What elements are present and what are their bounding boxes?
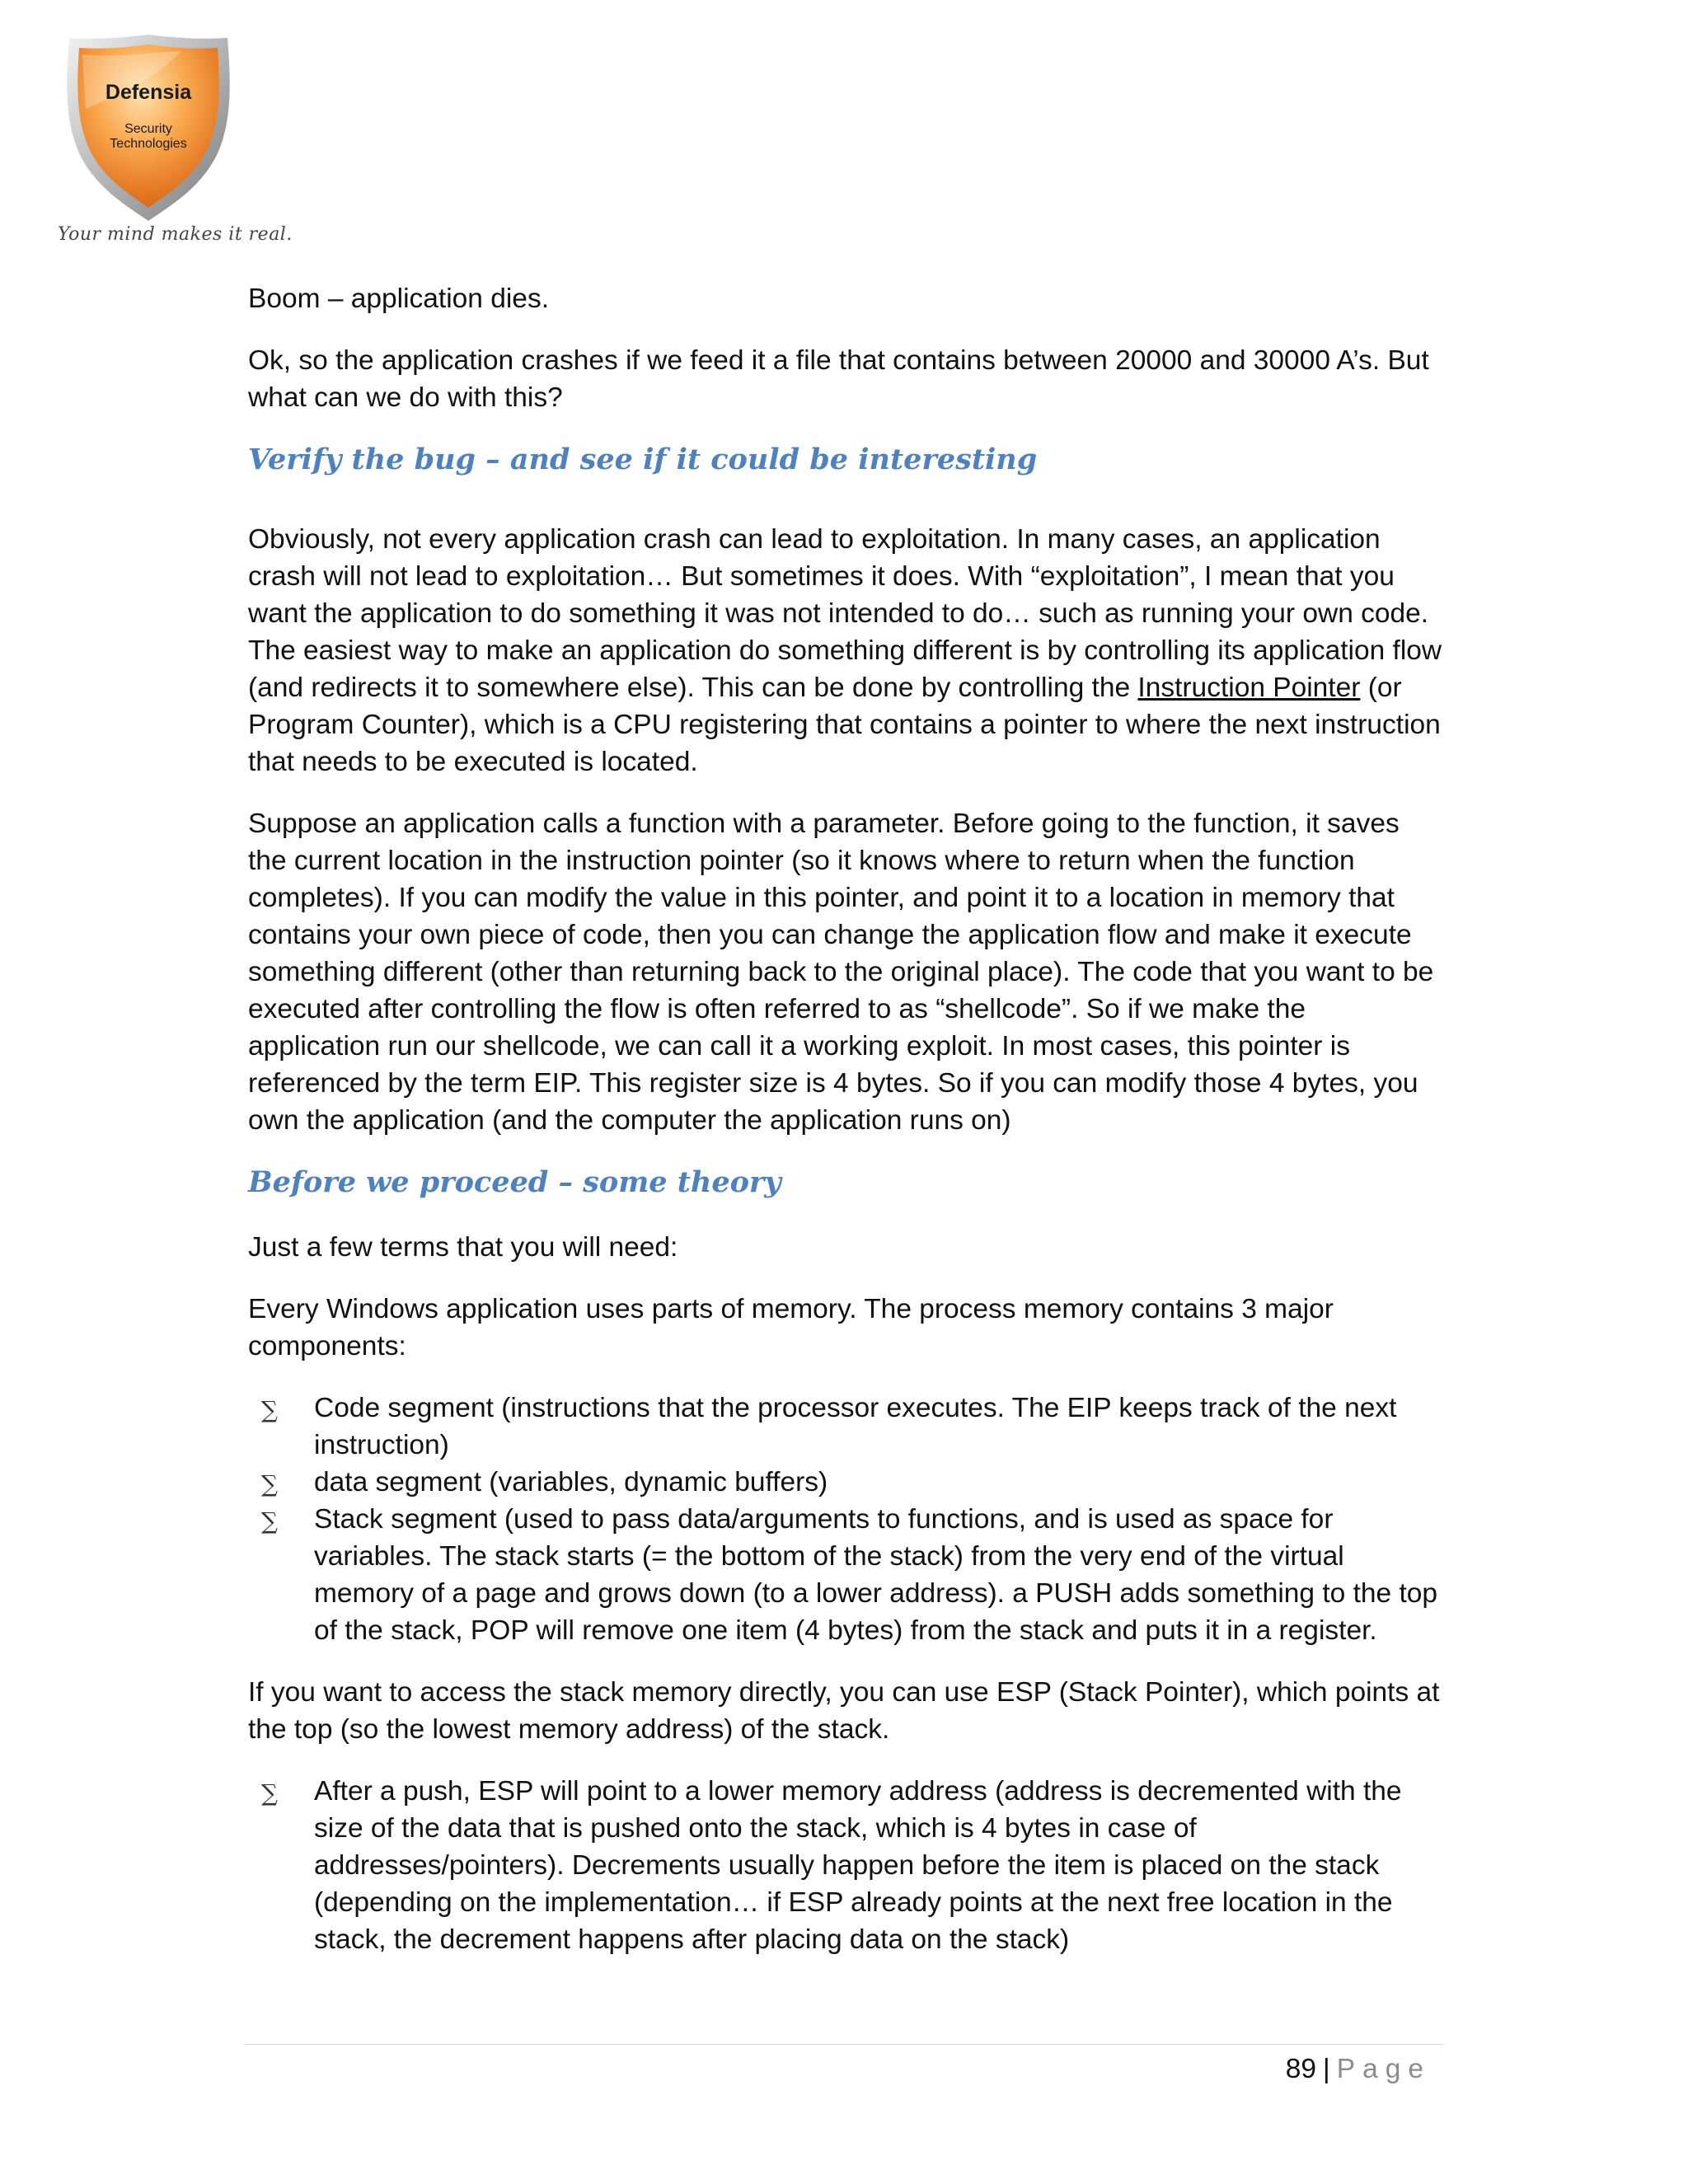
- page-number: [1286, 2050, 1431, 2088]
- list-item: [248, 1390, 1443, 1464]
- paragraph-3-text-b: (or Program Counter), which is a CPU registering that contains a pointer to where the next instruction that needs to be executed is located.: [248, 673, 1441, 777]
- instruction-pointer-link[interactable]: Instruction Pointer: [1137, 673, 1361, 703]
- section-heading-theory: Before we proceed – some theory: [248, 1165, 781, 1199]
- logo-tagline: Your mind makes it real.: [58, 224, 293, 245]
- list-item: [248, 1464, 1443, 1501]
- list-item-text: After a push, ESP will point to a lower memory address (address is decremented with the size of the data that is pushed onto the stack, which is 4 bytes in case of addresses/pointers). Decrements usually happen before the item is placed on the stack (depending on the implementation… if ESP already points at the next free location in the stack, the decrement happens after placing data on the stack): [314, 1776, 1402, 1955]
- paragraph-3-text-a: Obviously, not every application crash can lead to exploitation. In many cases, an application crash will not lead to exploitation… But sometimes it does. With “exploitation”, I mean that you want the application to do something it was not intended to do… such as running your own code. The easiest way to make an application do something different is by controlling its application flow (and redirects it to somewhere else). This can be done by controlling the: [248, 524, 1442, 703]
- paragraph-2: Ok, so the application crashes if we feed it a file that contains between 20000 and 30000 A’s. But what can we do with this?: [248, 345, 1429, 413]
- list-item: [248, 1773, 1443, 1958]
- logo-subtitle: [58, 122, 239, 152]
- page-number-value: 89: [1285, 2054, 1317, 2084]
- paragraph-7: If you want to access the stack memory directly, you can use ESP (Stack Pointer), which points at the top (so the lowest memory address) of the stack.: [248, 1677, 1440, 1745]
- esp-notes-list: [248, 1773, 1443, 1958]
- paragraph-6: Every Windows application uses parts of memory. The process memory contains 3 major components:: [248, 1294, 1334, 1361]
- page-number-separator: |: [1323, 2054, 1330, 2084]
- paragraph-5: Just a few terms that you will need:: [248, 1232, 678, 1263]
- footer-divider: [244, 2044, 1443, 2045]
- sigma-bullet-icon: ∑: [261, 1470, 278, 1497]
- list-item-text: Code segment (instructions that the processor executes. The EIP keeps track of the next instruction): [314, 1393, 1397, 1460]
- list-item: [248, 1501, 1443, 1649]
- paragraph-1: Boom – application dies.: [248, 284, 549, 314]
- list-item-text: data segment (variables, dynamic buffers): [314, 1467, 828, 1497]
- sigma-bullet-icon: ∑: [261, 1779, 278, 1807]
- sigma-bullet-icon: ∑: [261, 1396, 278, 1423]
- logo-subtitle-line2: Technologies: [110, 137, 187, 151]
- paragraph-3: [248, 521, 1443, 780]
- logo-subtitle-line1: Security: [124, 122, 172, 136]
- section-heading-verify-bug: Verify the bug – and see if it could be interesting: [248, 443, 1038, 476]
- memory-components-list: [248, 1390, 1443, 1649]
- paragraph-4: Suppose an application calls a function with a parameter. Before going to the function, it saves the current location in the instruction pointer (so it knows where to return when the function completes). If you can modify the value in this pointer, and point it to a location in memory that contains your own piece of code, then you can change the application flow and make it execute something different (other than returning back to the original place). The code that you want to be executed after controlling the flow is often referred to as “shellcode”. So if we make the application run our shellcode, we can call it a working exploit. In most cases, this pointer is referenced by the term EIP. This register size is 4 bytes. So if you can modify those 4 bytes, you own the application (and the computer the application runs on): [248, 808, 1434, 1136]
- page-label: Page: [1336, 2054, 1431, 2084]
- list-item-text: Stack segment (used to pass data/arguments to functions, and is used as space for variables. The stack starts (= the bottom of the stack) from the very end of the virtual memory of a page and grows down (to a lower address). a PUSH adds something to the top of the stack, POP will remove one item (4 bytes) from the stack and puts it in a register.: [314, 1504, 1438, 1646]
- logo-name: Defensia: [105, 81, 192, 104]
- page-content: [248, 280, 1443, 1983]
- sigma-bullet-icon: ∑: [261, 1507, 278, 1535]
